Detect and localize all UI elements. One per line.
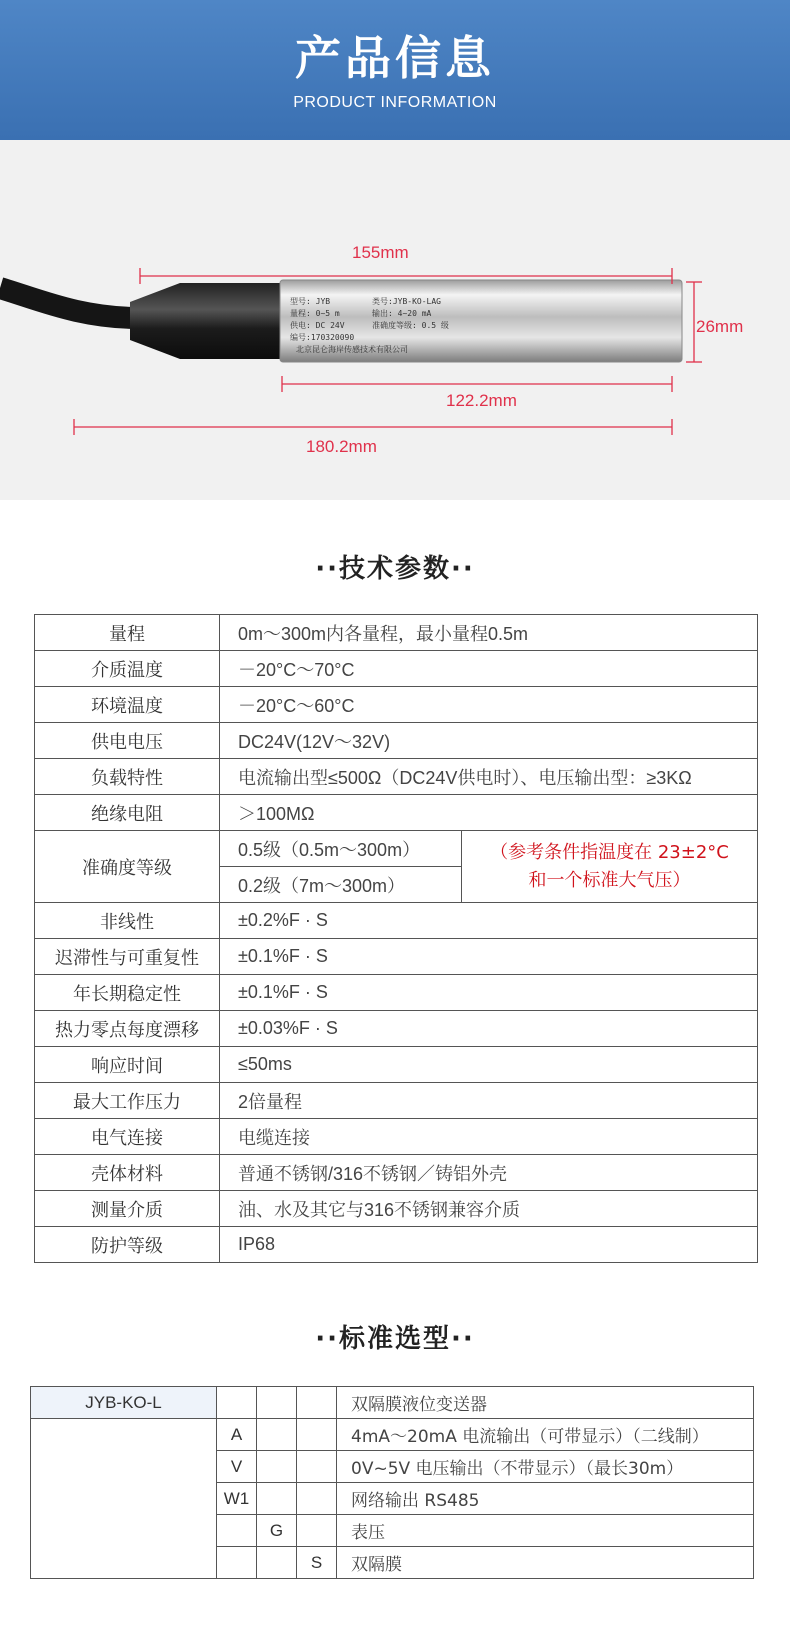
spec-key: 测量介质 (35, 1191, 220, 1227)
spec-value: 油、水及其它与316不锈钢兼容介质 (220, 1191, 758, 1227)
model-description: 双隔膜液位变送器 (337, 1387, 754, 1419)
spec-key: 绝缘电阻 (35, 795, 220, 831)
table-row (31, 1387, 754, 1419)
option-cell (297, 1387, 337, 1419)
table-row (35, 1083, 758, 1119)
option-description: 0V~5V 电压输出（不带显示）（最长30m） (337, 1451, 754, 1483)
option-cell (217, 1387, 257, 1419)
nameplate-line: 量程: 0~5 m (290, 309, 340, 318)
spec-value: 电缆连接 (220, 1119, 758, 1155)
spec-key: 环境温度 (35, 687, 220, 723)
dim-label-155: 155mm (352, 243, 409, 262)
spec-table (34, 614, 758, 1263)
spec-key: 非线性 (35, 903, 220, 939)
accuracy-note (462, 831, 758, 903)
nameplate-line: 北京昆仑海岸传感技术有限公司 (296, 345, 408, 354)
spec-key: 响应时间 (35, 1047, 220, 1083)
option-code: W1 (217, 1483, 257, 1515)
spec-value: 普通不锈钢/316不锈钢／铸铝外壳 (220, 1155, 758, 1191)
table-row (35, 615, 758, 651)
spec-key: 壳体材料 (35, 1155, 220, 1191)
spec-key: 负载特性 (35, 759, 220, 795)
spec-key: 电气连接 (35, 1119, 220, 1155)
product-drawing (0, 140, 790, 500)
spec-value: 0m～300m内各量程，最小量程0.5m (220, 615, 758, 651)
option-cell (257, 1387, 297, 1419)
dim-label-180: 180.2mm (306, 437, 377, 456)
spec-value: 电流输出型≤500Ω（DC24V供电时）、电压输出型：≥3KΩ (220, 759, 758, 795)
table-row (35, 651, 758, 687)
option-description: 表压 (337, 1515, 754, 1547)
option-code: V (217, 1451, 257, 1483)
table-row (35, 687, 758, 723)
option-code (297, 1419, 337, 1451)
nameplate-line: 类号:JYB-KO-LAG (372, 297, 441, 306)
table-row (35, 903, 758, 939)
spec-key: 准确度等级 (35, 831, 220, 903)
table-row (35, 1011, 758, 1047)
spec-key: 热力零点每度漂移 (35, 1011, 220, 1047)
cable (0, 288, 140, 318)
table-row (35, 1155, 758, 1191)
option-code: S (297, 1547, 337, 1579)
table-row (35, 831, 758, 867)
table-row (35, 939, 758, 975)
spec-key: 防护等级 (35, 1227, 220, 1263)
table-row (35, 1227, 758, 1263)
table-row (35, 1047, 758, 1083)
spec-value: －20°C～70°C (220, 651, 758, 687)
model-blank-cell (31, 1419, 217, 1579)
option-code: G (257, 1515, 297, 1547)
tech-section-title: ··技术参数·· (315, 554, 475, 584)
option-description: 双隔膜 (337, 1547, 754, 1579)
page-title: 产品信息 (295, 31, 495, 85)
accuracy-note-line: 和一个标准大气压） (528, 869, 691, 891)
option-code (217, 1547, 257, 1579)
dim-label-26: 26mm (696, 317, 744, 336)
nameplate-line: 编号:170320090 (290, 333, 355, 342)
model-code: JYB-KO-L (31, 1387, 217, 1419)
option-description: 4mA～20mA 电流输出（可带显示）（二线制） (337, 1419, 754, 1451)
option-code (257, 1419, 297, 1451)
spec-key: 介质温度 (35, 651, 220, 687)
spec-value: ≤50ms (220, 1047, 758, 1083)
spec-key: 年长期稳定性 (35, 975, 220, 1011)
option-code (257, 1483, 297, 1515)
spec-value: IP68 (220, 1227, 758, 1263)
option-code (297, 1515, 337, 1547)
nameplate-line: 供电: DC 24V (290, 321, 345, 330)
spec-key: 迟滞性与可重复性 (35, 939, 220, 975)
table-row (31, 1419, 754, 1451)
option-code (257, 1547, 297, 1579)
nameplate-line: 输出: 4~20 mA (372, 309, 432, 318)
spec-value: DC24V(12V～32V) (220, 723, 758, 759)
nameplate-line: 型号: JYB (290, 297, 331, 306)
option-code (297, 1451, 337, 1483)
option-code (257, 1451, 297, 1483)
option-description: 网络输出 RS485 (337, 1483, 754, 1515)
table-row (35, 795, 758, 831)
option-code (297, 1483, 337, 1515)
spec-value: ±0.1%F · S (220, 939, 758, 975)
header-banner (0, 0, 790, 140)
option-code: A (217, 1419, 257, 1451)
spec-value: ＞100MΩ (220, 795, 758, 831)
table-row (35, 1191, 758, 1227)
selection-table (30, 1386, 754, 1579)
spec-value: 2倍量程 (220, 1083, 758, 1119)
product-photo (0, 140, 790, 500)
page-subtitle: PRODUCT INFORMATION (293, 94, 497, 111)
spec-key: 最大工作压力 (35, 1083, 220, 1119)
nameplate-line: 准确度等级: 0.5 级 (372, 321, 449, 330)
spec-key: 量程 (35, 615, 220, 651)
spec-value: 0.5级（0.5m～300m） (220, 831, 462, 867)
table-row (35, 723, 758, 759)
spec-value: ±0.03%F · S (220, 1011, 758, 1047)
table-row (35, 759, 758, 795)
selection-section-title: ··标准选型·· (315, 1324, 475, 1354)
table-row (35, 975, 758, 1011)
table-row (35, 1119, 758, 1155)
dim-label-122: 122.2mm (446, 391, 517, 410)
accuracy-note-line: （参考条件指温度在 23±2°C (490, 841, 729, 863)
spec-value: ±0.1%F · S (220, 975, 758, 1011)
spec-value: 0.2级（7m～300m） (220, 867, 462, 903)
spec-value: ±0.2%F · S (220, 903, 758, 939)
spec-value: －20°C～60°C (220, 687, 758, 723)
option-code (217, 1515, 257, 1547)
spec-key: 供电电压 (35, 723, 220, 759)
